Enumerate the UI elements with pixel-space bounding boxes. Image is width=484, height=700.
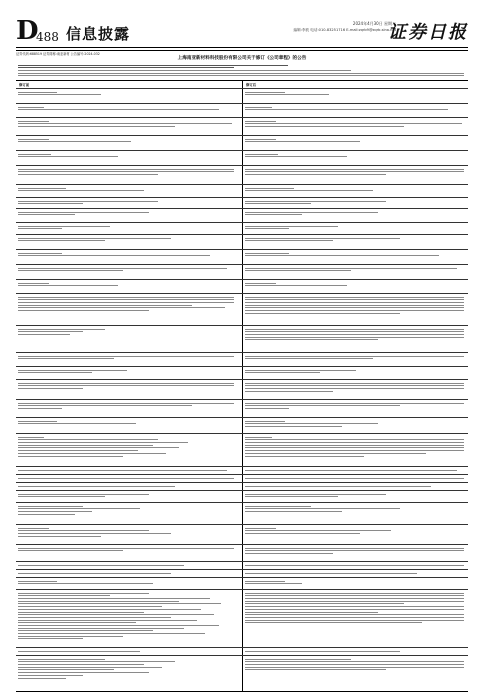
- row-before: [18, 224, 236, 231]
- row-after: [245, 199, 466, 206]
- page-number: 488: [36, 30, 59, 44]
- stock-code-line: 证券代码:688519 证券简称:南亚新材 公告编号:2024-032: [16, 52, 100, 56]
- row-after: [245, 571, 466, 575]
- row-before: [18, 492, 236, 499]
- editor-contact: 编辑:李波 电话:010-83251716 E-mail:zqrb9@zqrb.sina.net: [293, 28, 396, 32]
- row-after: [245, 484, 466, 488]
- intro-paragraph: [18, 63, 468, 78]
- announcement-title: 上海南亚新材料科技股份有限公司关于修订《公司章程》的公告: [177, 56, 307, 61]
- row-before: [18, 546, 236, 553]
- row-after: [245, 381, 466, 393]
- row-before: [18, 579, 236, 586]
- row-before: [18, 266, 236, 273]
- column-divider: [242, 81, 243, 691]
- row-before: [18, 137, 236, 144]
- row-after: [245, 401, 466, 411]
- row-before: [18, 199, 236, 206]
- row-after: [245, 119, 466, 129]
- row-before: [18, 90, 236, 97]
- row-before: [18, 210, 236, 217]
- row-before: [18, 419, 236, 426]
- header-after: 修订后: [246, 83, 257, 87]
- row-after: [245, 368, 466, 375]
- row-after: [245, 281, 466, 288]
- row-before: [18, 354, 236, 361]
- row-before: [18, 591, 236, 641]
- row-after: [245, 210, 466, 217]
- row-before: [18, 368, 236, 375]
- row-after: [245, 224, 466, 231]
- row-after: [245, 167, 466, 177]
- section-letter: D: [16, 16, 39, 46]
- row-after: [245, 152, 466, 159]
- row-before: [18, 186, 236, 193]
- row-before: [18, 504, 236, 516]
- row-before: [18, 381, 236, 391]
- row-after: [245, 579, 466, 586]
- row-before: [18, 251, 236, 258]
- row-after: [245, 504, 466, 514]
- amendment-table: [16, 80, 468, 692]
- issue-date: 2024年4月30日 星期二: [352, 21, 396, 26]
- row-after: [245, 137, 466, 144]
- row-before: [18, 526, 236, 538]
- row-before: [18, 468, 236, 472]
- row-before: [18, 152, 236, 159]
- row-after: [245, 476, 466, 480]
- row-before: [18, 105, 236, 112]
- row-before: [18, 295, 236, 313]
- row-before: [18, 236, 236, 243]
- header-before: 修订前: [19, 83, 30, 87]
- row-after: [245, 492, 466, 499]
- row-after: [245, 526, 466, 536]
- masthead-rule: [16, 47, 468, 48]
- masthead: [16, 14, 468, 48]
- row-after: [245, 266, 466, 273]
- row-after: [245, 90, 466, 97]
- row-after: [245, 295, 466, 316]
- row-after: [245, 236, 466, 243]
- row-after: [245, 186, 466, 193]
- row-after: [245, 563, 466, 567]
- row-before: [18, 435, 236, 458]
- row-before: [18, 563, 236, 567]
- row-before: [18, 484, 236, 488]
- row-after: [245, 657, 466, 672]
- row-before: [18, 401, 236, 411]
- row-after: [245, 251, 466, 258]
- row-after: [245, 419, 466, 429]
- row-before: [18, 119, 236, 129]
- row-before: [18, 167, 236, 177]
- row-before: [18, 281, 236, 288]
- row-before: [18, 571, 236, 575]
- row-after: [245, 105, 466, 112]
- row-before: [18, 476, 236, 480]
- row-after: [245, 546, 466, 556]
- row-after: [245, 435, 466, 458]
- row-before: [18, 649, 236, 653]
- row-after: [245, 468, 466, 472]
- row-after: [245, 649, 466, 653]
- row-after: [245, 354, 466, 361]
- row-after: [245, 327, 466, 342]
- row-after: [245, 591, 466, 625]
- row-before: [18, 327, 236, 337]
- section-title: 信息披露: [66, 25, 131, 43]
- row-before: [18, 657, 236, 680]
- newspaper-logo: 证券日报: [388, 22, 468, 43]
